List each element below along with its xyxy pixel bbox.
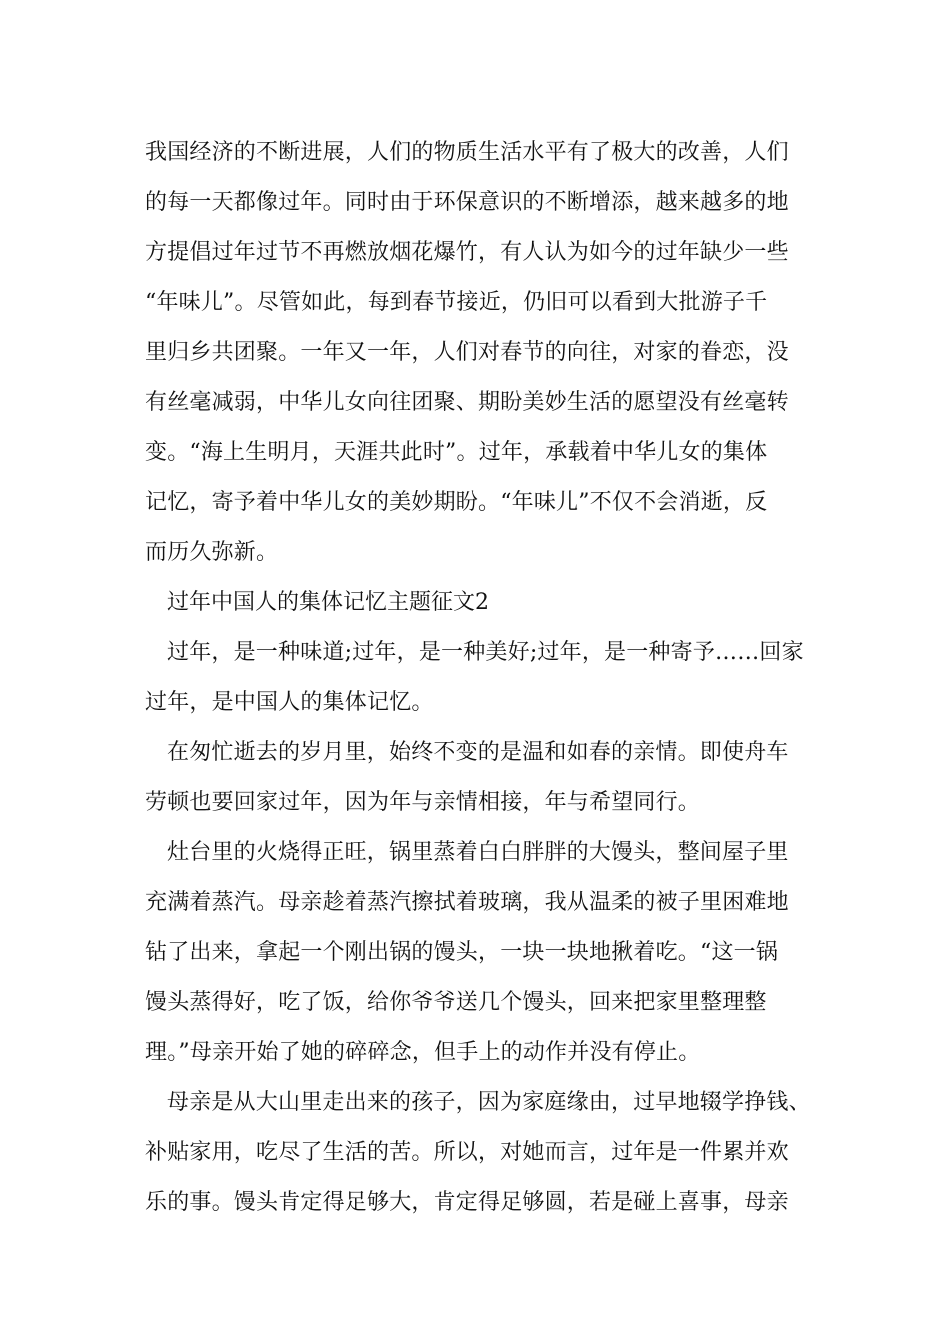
paragraph-3: [145, 728, 810, 828]
paragraph-4: [145, 828, 810, 1078]
text-line: 补贴家用，吃尽了生活的苦。所以，对她而言，过年是一件累并欢: [145, 1140, 789, 1165]
text-line: 的每一天都像过年。同时由于环保意识的不断增添，越来越多的地: [145, 190, 789, 215]
text-line: 乐的事。馒头肯定得足够大，肯定得足够圆，若是碰上喜事，母亲: [145, 1190, 789, 1215]
text-line: 钻了出来，拿起一个刚出锅的馒头，一块一块地揪着吃。“这一锅: [145, 940, 779, 965]
text-line: 过年，是中国人的集体记忆。: [145, 690, 434, 715]
text-line: 方提倡过年过节不再燃放烟花爆竹，有人认为如今的过年缺少一些: [145, 240, 789, 265]
text-line: 有丝毫减弱，中华儿女向往团聚、期盼美妙生活的愿望没有丝毫转: [145, 390, 789, 415]
text-line: 充满着蒸汽。母亲趁着蒸汽擦拭着玻璃，我从温柔的被子里困难地: [145, 890, 789, 915]
text-line: 而历久弥新。: [145, 540, 279, 565]
text-line: 灶台里的火烧得正旺，锅里蒸着白白胖胖的大馒头，整间屋子里: [167, 840, 789, 865]
document-body: [145, 128, 810, 1228]
text-line: 馒头蒸得好，吃了饭，给你爷爷送几个馒头，回来把家里整理整: [145, 990, 767, 1015]
text-line: 记忆，寄予着中华儿女的美妙期盼。“年味儿”不仅不会消逝，反: [145, 490, 768, 515]
text-line: 在匆忙逝去的岁月里，始终不变的是温和如春的亲情。即使舟车: [167, 740, 789, 765]
text-line: 过年，是一种味道;过年，是一种美好;过年，是一种寄予……回家: [167, 640, 804, 665]
paragraph-5: [145, 1078, 810, 1228]
text-line: 里归乡共团聚。一年又一年，人们对春节的向往，对家的眷恋，没: [145, 340, 789, 365]
text-line: 母亲是从大山里走出来的孩子，因为家庭缘由，过早地辍学挣钱、: [167, 1090, 811, 1115]
text-line: 理。”母亲开始了她的碎碎念，但手上的动作并没有停止。: [145, 1040, 701, 1065]
text-line: 劳顿也要回家过年，因为年与亲情相接，年与希望同行。: [145, 790, 701, 815]
section-heading: 过年中国人的集体记忆主题征文2: [167, 590, 489, 615]
text-line: “年味儿”。尽管如此，每到春节接近，仍旧可以看到大批游子千: [145, 290, 768, 315]
text-line: 我国经济的不断进展，人们的物质生活水平有了极大的改善，人们: [145, 140, 789, 165]
text-line: 变。“海上生明月，天涯共此时”。过年，承载着中华儿女的集体: [145, 440, 768, 465]
paragraph-1: [145, 128, 810, 578]
paragraph-2: [145, 628, 810, 728]
